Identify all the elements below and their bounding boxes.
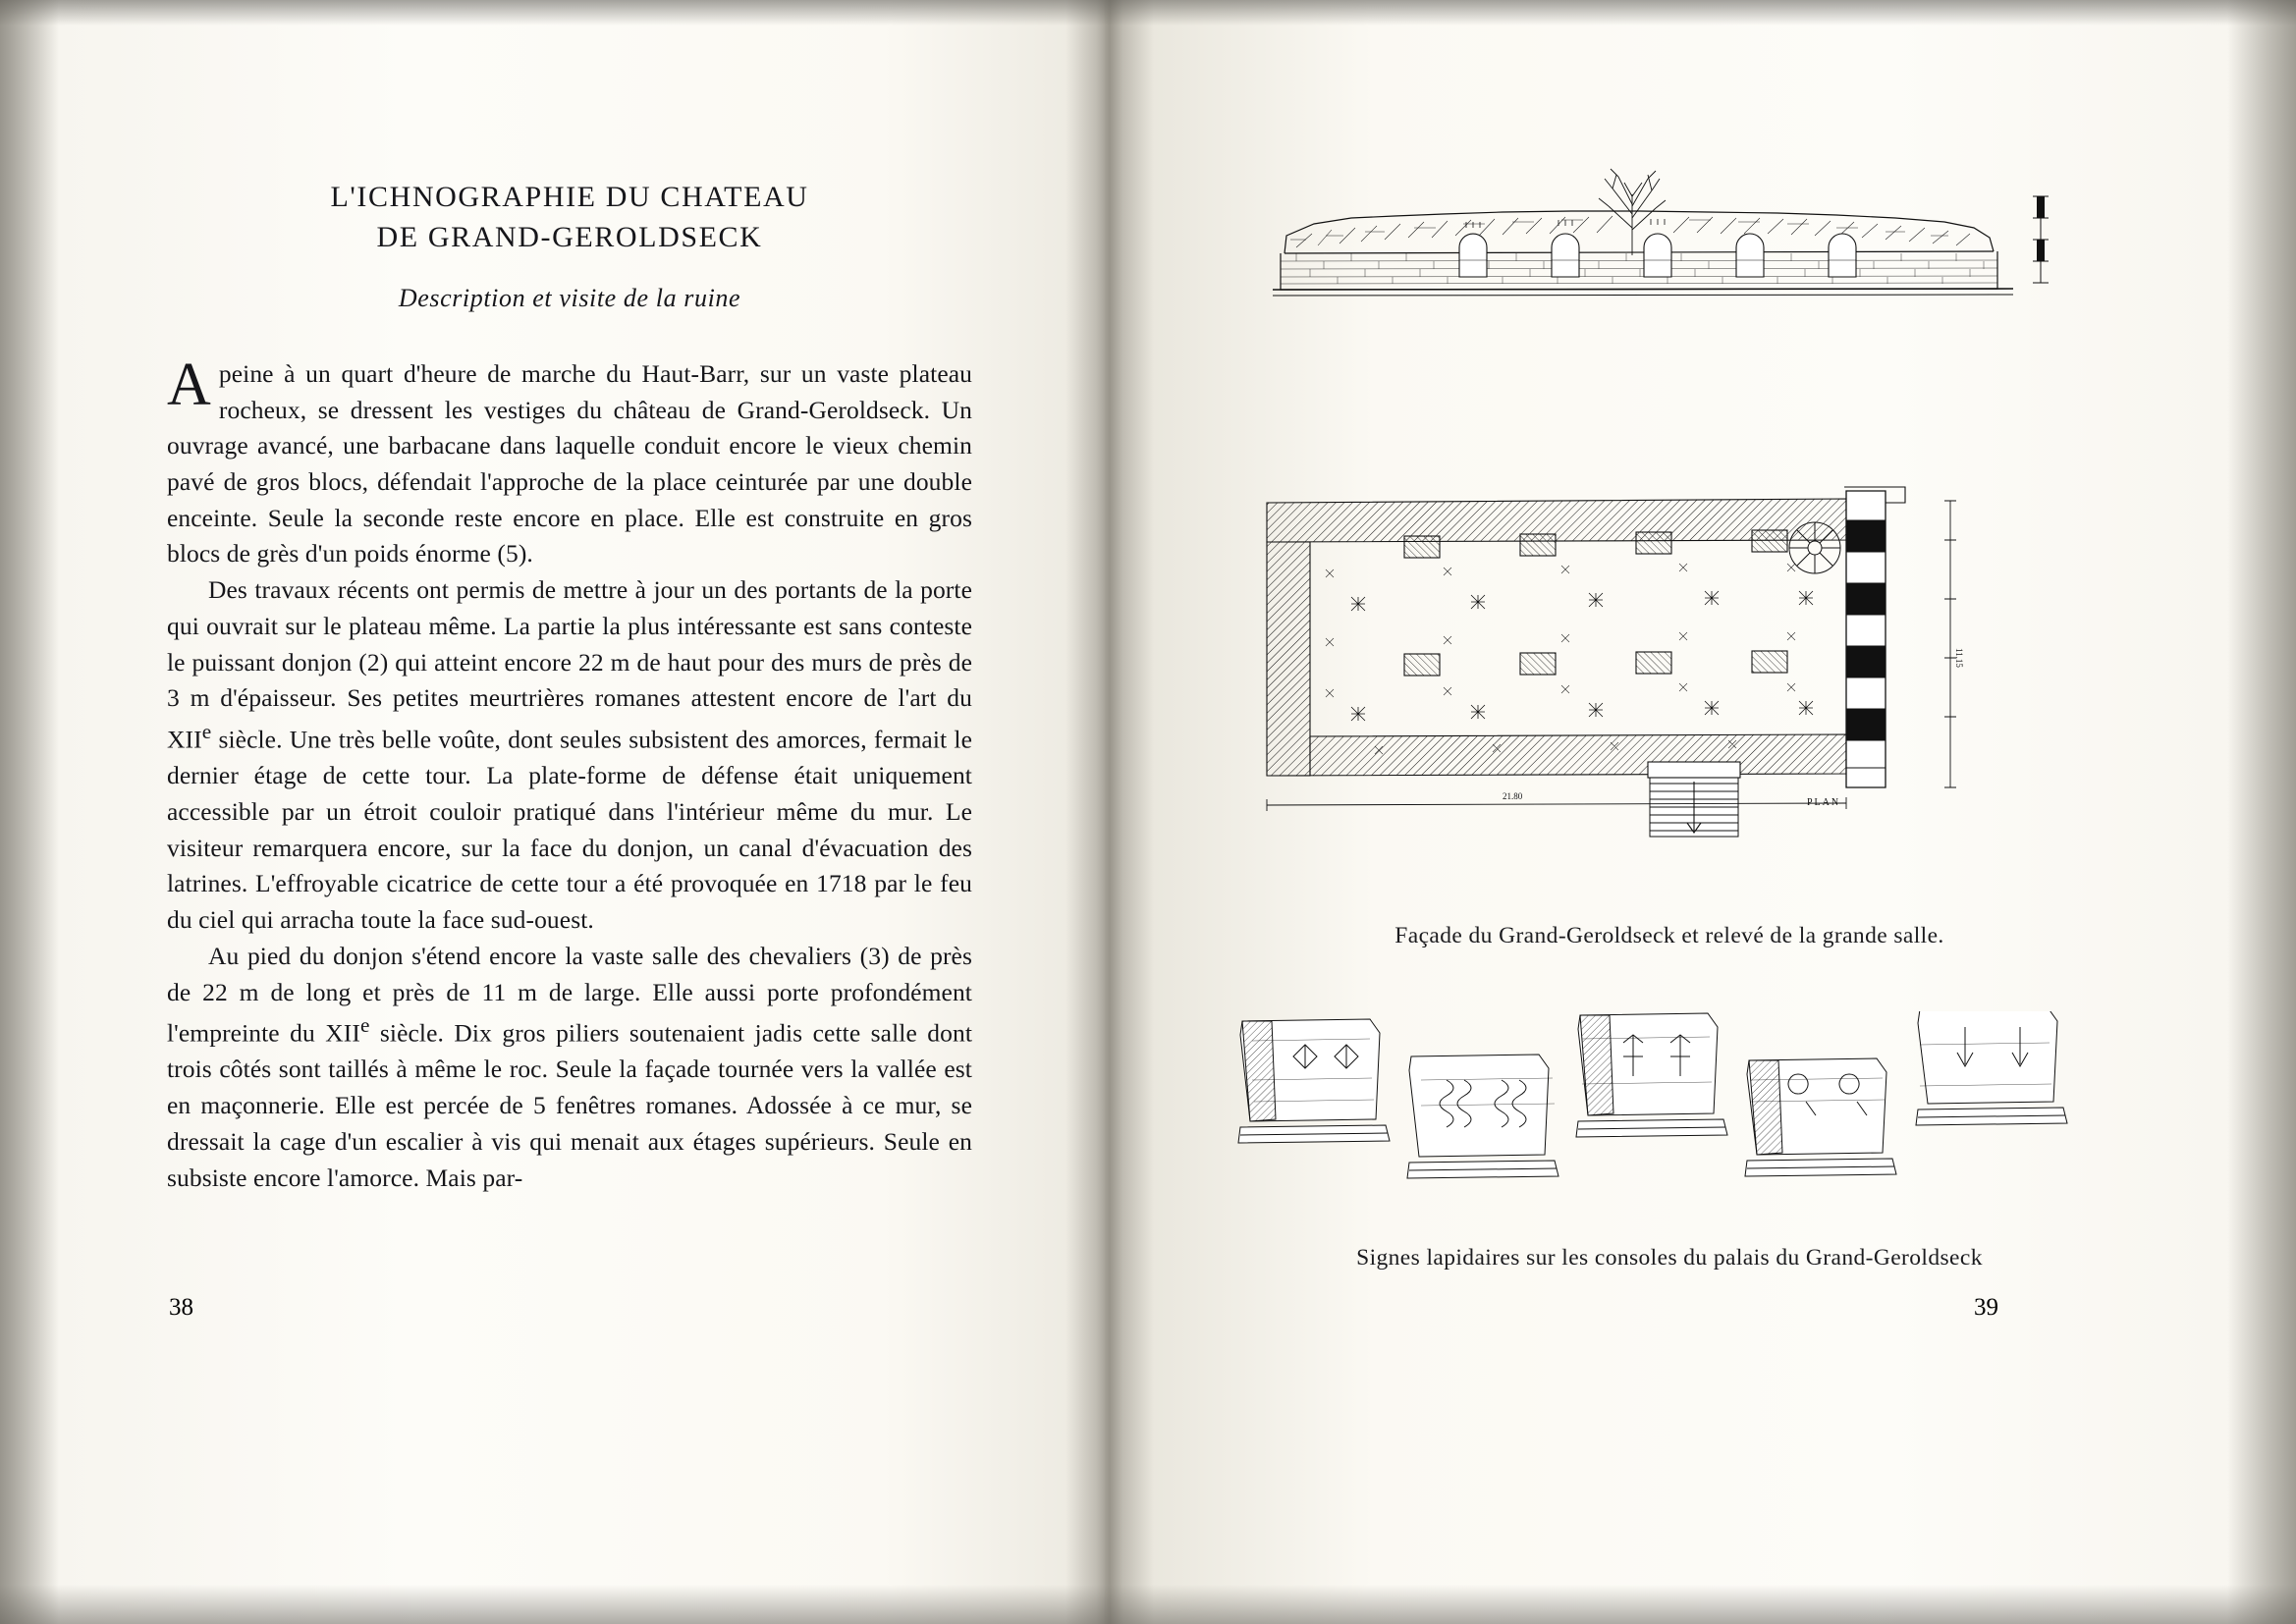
left-page-text-column	[167, 177, 972, 1196]
page-subtitle: Description et visite de la ruine	[398, 283, 741, 312]
paragraph-3: Au pied du donjon s'étend encore la vaste salle des chevaliers (3) de près de 22 m de long et près de 11 m de large. Elle aussi porte profondément l'empreinte du XIIe siècle. Dix gros piliers soutenaient jadis cette salle dont trois côtés sont taillés à même le roc. Seule la façade tournée vers la vallée est en maçonnerie. Elle est percée de 5 fenêtres romanes. Adossée à ce mur, se dressait la cage d'un escalier à vis qui menait aux étages supérieurs. Seule en subsiste encore l'amorce. Mais par-	[167, 941, 973, 1192]
photo-shadow-left	[0, 0, 59, 1624]
plan-label: PLAN	[1807, 797, 1841, 808]
masons-marks-drawing	[1232, 1011, 2097, 1237]
spiral-staircase	[1789, 522, 1840, 573]
figure1-caption: Façade du Grand-Geroldseck et relevé de la grande salle.	[1394, 923, 1944, 948]
corbel-1	[1238, 1019, 1390, 1143]
page-title-line1: L'ICHNOGRAPHIE DU CHATEAU	[330, 181, 809, 213]
corbel-3	[1576, 1013, 1727, 1137]
facade-elevation-drawing	[1267, 167, 2072, 314]
romanesque-windows	[1459, 234, 1856, 277]
folio-right: 39	[1974, 1294, 1998, 1321]
page-title	[167, 177, 972, 258]
paragraph-1	[167, 351, 972, 572]
paragraph-2: Des travaux récents ont permis de mettre à jour un des portants de la porte qui ouvrait sur le plateau même. La partie la plus intéressante est sans conteste le puissant donjon (2) qui atteint encore 22 m de haut pour des murs de près de 3 m d'épaisseur. Ses petites meurtrières romanes attestent encore de l'art du XIIe siècle. Une très belle voûte, dont seules subsistent des amorces, fermait le dernier étage de cette tour. La plate-forme de défense était uniquement accessible par un étroit couloir pratiqué dans l'intérieur même du mur. Le visiteur remarquera encore, sur la face du donjon, un canal d'évacuation des latrines. L'effroyable cicatrice de cette tour a été provoquée en 1718 par le feu du ciel qui arracha toute la face sud-ouest.	[167, 575, 972, 935]
page-title-line2: DE GRAND-GEROLDSECK	[376, 221, 763, 254]
dropcap: A	[167, 351, 211, 418]
book-gutter	[1066, 0, 1154, 1624]
folio-left: 38	[169, 1294, 193, 1321]
figure-great-hall-plan	[1257, 481, 2082, 893]
photo-shadow-right	[2227, 0, 2296, 1624]
corbel-4	[1745, 1058, 1896, 1176]
corbel-5	[1916, 1011, 2067, 1125]
great-hall-plan-drawing	[1257, 481, 2082, 893]
figure-facade-elevation	[1267, 167, 2072, 314]
elevation-scale-bar	[2033, 196, 2049, 283]
plan-stairs	[1650, 776, 1738, 837]
corbel-2	[1407, 1055, 1558, 1178]
figure2-caption: Signes lapidaires sur les consoles du palais du Grand-Geroldseck	[1356, 1245, 1983, 1271]
photo-shadow-top	[0, 0, 2296, 26]
figure-masons-marks	[1232, 1011, 2097, 1237]
plan-dimension-horizontal: 21.80	[1503, 791, 1523, 801]
photo-shadow-bottom	[0, 1585, 2296, 1624]
plan-dimension-vertical: 11.15	[1954, 648, 1964, 668]
paragraph-1-text: peine à un quart d'heure de marche du Haut-Barr, sur un vaste plateau rocheux, se dressent les vestiges du château de Grand-Geroldseck. Un ouvrage avancé, une barbacane dans laquelle conduit encore le vieux chemin pavé de gros blocs, défendait l'approche de la place ceinturée par une double enceinte. Seule la seconde reste encore en place. Elle est construite en gros blocs de grès d'un poids énorme (5).	[167, 358, 972, 568]
